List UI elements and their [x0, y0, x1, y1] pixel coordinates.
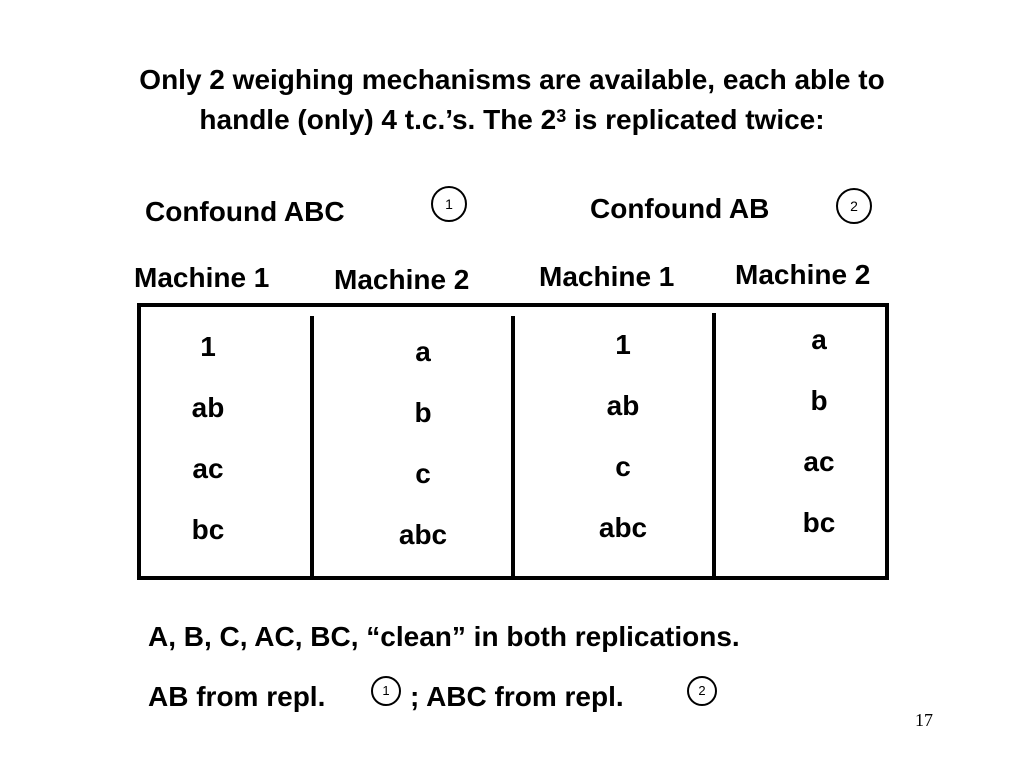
rep1-machine-2-label: Machine 2 [334, 264, 470, 295]
list-item: abc [398, 519, 448, 550]
list-item: 1 [615, 329, 631, 360]
rep1-machine-1-list [148, 316, 268, 560]
list-item: ac [192, 453, 224, 484]
note-abc-from-repl: ; ABC from repl. [410, 681, 624, 712]
rep2-machine-2-list [759, 309, 879, 553]
column-divider-2 [511, 316, 515, 578]
column-divider-3 [712, 313, 716, 578]
slide-title [40, 60, 984, 140]
note-clean-effects: A, B, C, AC, BC, “clean” in both replications. [148, 621, 740, 652]
list-item: b [414, 397, 432, 428]
list-item: bc [191, 514, 225, 545]
list-item: c [415, 458, 431, 489]
list-item: ac [803, 446, 835, 477]
list-item: bc [802, 507, 836, 538]
list-item: b [810, 385, 828, 416]
list-item: abc [598, 512, 648, 543]
title-line-2 [40, 100, 984, 140]
note-ab-from-repl: AB from repl. [148, 681, 326, 712]
confound-abc-heading: Confound ABC [145, 196, 345, 227]
rep2-machine-1-list [563, 314, 683, 558]
list-item: a [811, 324, 827, 355]
replication-1-badge: 1 [431, 186, 467, 222]
list-item: ab [191, 392, 225, 423]
title-line-1: Only 2 weighing mechanisms are available, each able to [139, 64, 885, 95]
list-item: 1 [200, 331, 216, 362]
title-exponent: 3 [556, 106, 567, 126]
list-item: a [415, 336, 431, 367]
rep2-machine-1-label: Machine 1 [539, 261, 675, 292]
rep2-machine-2-label: Machine 2 [735, 259, 871, 290]
list-item: ab [606, 390, 640, 421]
rep1-machine-2-list [363, 321, 483, 565]
replication-2-badge: 2 [836, 188, 872, 224]
page-number: 17 [915, 710, 933, 730]
column-divider-1 [310, 316, 314, 578]
list-item: c [615, 451, 631, 482]
note-badge-2: 2 [687, 676, 717, 706]
rep1-machine-1-label: Machine 1 [134, 262, 270, 293]
title-line-2-pre: handle (only) 4 t.c.’s. The 2 [199, 104, 557, 135]
confound-ab-heading: Confound AB [590, 193, 770, 224]
title-line-2-post: is replicated twice: [566, 104, 825, 135]
note-badge-1: 1 [371, 676, 401, 706]
